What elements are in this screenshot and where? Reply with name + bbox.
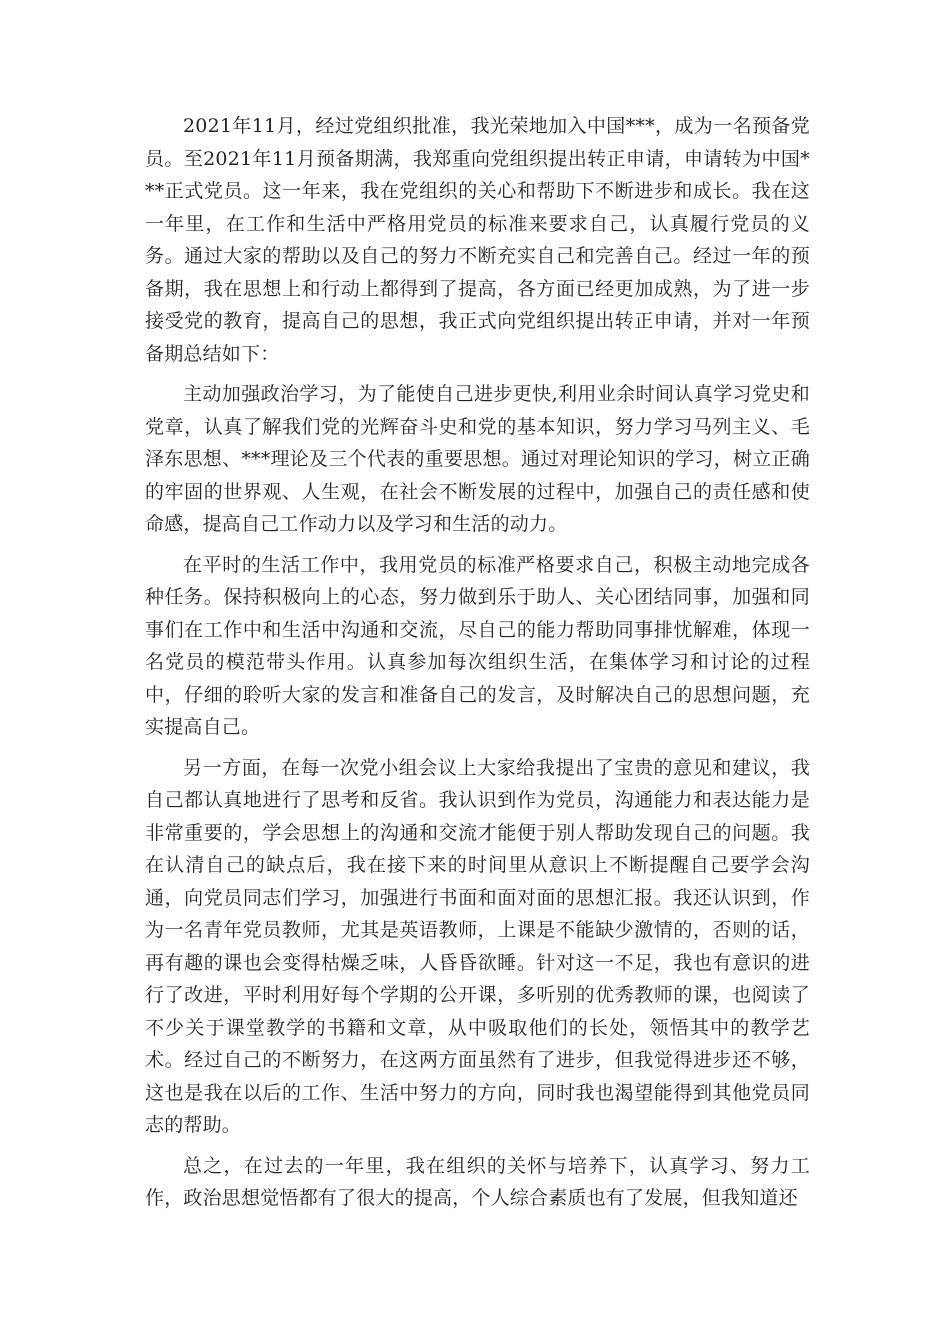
- paragraph-self-reflection: 另一方面，在每一次党小组会议上大家给我提出了宝贵的意见和建议，我自己都认真地进行了思考和反省。我认识到作为党员，沟通能力和表达能力是非常重要的，学会思想上的沟通和交流才能便于别人帮助发现自己的问题。我在认清自己的缺点后，我在接下来的时间里从意识上不断提醒自己要学会沟通，向党员同志们学习，加强进行书面和面对面的思想汇报。我还认识到，作为一名青年党员教师，尤其是英语教师，上课是不能缺少激情的，否则的话，再有趣的课也会变得枯燥乏味，人昏昏欲睡。针对这一不足，我也有意识的进行了改进，平时利用好每个学期的公开课，多听别的优秀教师的课，也阅读了不少关于课堂教学的书籍和文章，从中吸取他们的长处，领悟其中的教学艺术。经过自己的不断努力，在这两方面虽然有了进步，但我觉得进步还不够，这也是我在以后的工作、生活中努力的方向，同时我也渴望能得到其他党员同志的帮助。: [145, 756, 810, 1136]
- paragraph-daily-work: 在平时的生活工作中，我用党员的标准严格要求自己，积极主动地完成各种任务。保持积极向上的心态，努力做到乐于助人、关心团结同事，加强和同事们在工作中和生活中沟通和交流，尽自己的能力帮助同事排忧解难，体现一名党员的模范带头作用。认真参加每次组织生活，在集体学习和讨论的过程中，仔细的聆听大家的发言和准备自己的发言，及时解决自己的思想问题，充实提高自己。: [145, 553, 810, 738]
- paragraph-political-study: 主动加强政治学习，为了能使自己进步更快,利用业余时间认真学习党史和党章，认真了解我们党的光辉奋斗史和党的基本知识，努力学习马列主义、毛泽东思想、***理论及三个代表的重要思想。通过对理论知识的学习，树立正确的牢固的世界观、人生观，在社会不断发展的过程中，加强自己的责任感和使命感，提高自己工作动力以及学习和生活的动力。: [145, 383, 810, 535]
- paragraph-summary: 总之，在过去的一年里，我在组织的关怀与培养下，认真学习、努力工作，政治思想觉悟都有了很大的提高，个人综合素质也有了发展，但我知道还: [145, 1154, 810, 1209]
- paragraph-intro: 2021年11月，经过党组织批准，我光荣地加入中国***，成为一名预备党员。至2021年11月预备期满，我郑重向党组织提出转正申请，申请转为中国***正式党员。这一年来，我在党组织的关心和帮助下不断进步和成长。我在这一年里，在工作和生活中严格用党员的标准来要求自己，认真履行党员的义务。通过大家的帮助以及自己的努力不断充实自己和完善自己。经过一年的预备期，我在思想上和行动上都得到了提高，各方面已经更加成熟，为了进一步接受党的教育，提高自己的思想，我正式向党组织提出转正申请，并对一年预备期总结如下：: [145, 115, 810, 365]
- document-body: [145, 110, 810, 1223]
